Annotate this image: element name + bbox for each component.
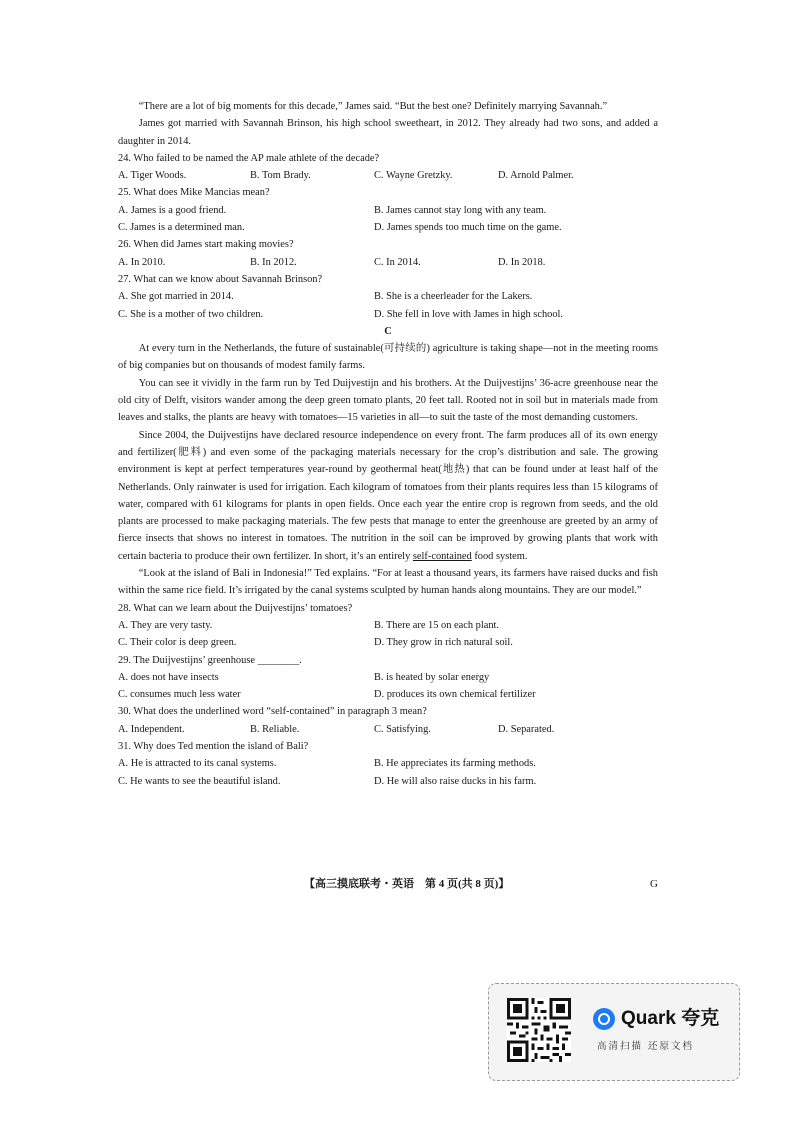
- option-b: B. Tom Brady.: [250, 170, 311, 182]
- paragraph-text: Since 2004, the Duijvestijns have declared resource independence on every front. The farm produces all of its own energy and fertilizer(肥料) and even some of the packaging materials necessary for the crop’s distribution and sale. The growing environment is kept at perfect temperatures year-round by geothermal heat(地热) that can be found under at least half of the Netherlands. Only rainwater is used for irrigation. Each kilogram of tomatoes from their plants requires less than 15 kilograms of water, compared with 61 kilograms for plants in open fields. Once each year the entire crop is regrown from seeds, and the old plants are processed to make packaging materials. The few pests that manage to enter the greenhouse are greeted by an army of fierce insects that shows no interest in tomatoes. The nutrition in the soil can be improved by growing plants that work with certain bacteria to produce their own fertilizer. In short, it’s an entirely: [118, 429, 658, 562]
- question-25-options-row2: [118, 219, 658, 236]
- exam-page: [118, 98, 658, 790]
- qr-code-icon: [507, 998, 571, 1062]
- quark-logo-icon: [593, 1008, 615, 1030]
- option-d: D. Arnold Palmer.: [498, 170, 574, 182]
- option-b: B. She is a cheerleader for the Lakers.: [374, 291, 533, 303]
- question-29-options-row1: [118, 669, 658, 686]
- option-c: C. consumes much less water: [118, 689, 241, 701]
- option-a: A. He is attracted to its canal systems.: [118, 758, 277, 770]
- question-31-stem: 31. Why does Ted mention the island of Bali?: [118, 740, 309, 752]
- option-c: C. Their color is deep green.: [118, 637, 237, 649]
- option-b: B. Reliable.: [250, 723, 300, 735]
- passage-c-paragraph-4: “Look at the island of Bali in Indonesia!” Ted explains. “For at least a thousand years, its farmers have raised ducks and fish within the same rice field. It’s irrigated by the canal systems sculpted by human hands along mountains. They are our model.”: [118, 568, 658, 597]
- question-28-stem: 28. What can we learn about the Duijvestijns’ tomatoes?: [118, 602, 353, 614]
- option-c: C. Wayne Gretzky.: [374, 170, 453, 182]
- question-30-stem: 30. What does the underlined word “self-contained” in paragraph 3 mean?: [118, 706, 427, 718]
- option-b: B. There are 15 on each plant.: [374, 619, 500, 631]
- quark-watermark: [488, 983, 740, 1081]
- question-24-stem: 24. Who failed to be named the AP male athlete of the decade?: [118, 152, 380, 164]
- option-a: A. does not have insects: [118, 671, 219, 683]
- option-d: D. James spends too much time on the game.: [374, 222, 562, 234]
- option-b: B. James cannot stay long with any team.: [374, 204, 547, 216]
- option-b: B. In 2012.: [250, 256, 297, 268]
- paper-code: G: [650, 878, 658, 890]
- question-27-stem: 27. What can we know about Savannah Brinson?: [118, 273, 323, 285]
- option-d: D. Separated.: [498, 723, 555, 735]
- option-d: D. produces its own chemical fertilizer: [374, 689, 536, 701]
- option-c: C. In 2014.: [374, 256, 421, 268]
- paragraph: “There are a lot of big moments for this decade,” James said. “But the best one? Definitely marrying Savannah.”: [138, 101, 608, 112]
- passage-c-paragraph-2: You can see it vividly in the farm run by Ted Duijvestijn and his brothers. At the Duijvestijns’ 36-acre greenhouse near the old city of Delft, visitors wander among the deep green tomato plants, 20 feet tall. Rooted not in soil but in materials made from leaves and stalks, the plants are heavy with tomatoes—15 varieties in all—to suit the taste of the most demanding customers.: [118, 377, 658, 424]
- option-b: B. is heated by solar energy: [374, 671, 490, 683]
- option-a: A. In 2010.: [118, 256, 166, 268]
- footer-title: 【高三摸底联考・英语 第 4 页(共 8 页)】: [304, 878, 510, 890]
- question-28-options-row2: [118, 634, 658, 651]
- question-30-options: [118, 721, 658, 738]
- section-heading-c: C: [384, 325, 392, 337]
- option-c: C. Satisfying.: [374, 723, 431, 735]
- option-a: A. Independent.: [118, 723, 185, 735]
- question-31-options-row1: [118, 755, 658, 772]
- question-24-options: [118, 167, 658, 184]
- question-27-options-row1: [118, 288, 658, 305]
- question-26-stem: 26. When did James start making movies?: [118, 239, 294, 251]
- paragraph-text: food system.: [471, 550, 528, 562]
- question-31-options-row2: [118, 773, 658, 790]
- underlined-word: self-contained: [412, 550, 472, 562]
- option-a: A. James is a good friend.: [118, 204, 227, 216]
- question-28-options-row1: [118, 617, 658, 634]
- passage-c-paragraph-3: [118, 427, 658, 565]
- question-29-stem: 29. The Duijvestijns’ greenhouse ________.: [118, 654, 302, 666]
- option-a: A. They are very tasty.: [118, 619, 213, 631]
- option-b: B. He appreciates its farming methods.: [374, 758, 536, 770]
- brand-tagline: 高清扫描 还原文档: [597, 1041, 695, 1052]
- paragraph: James got married with Savannah Brinson, his high school sweetheart, in 2012. They already had two sons, and added a daughter in 2014.: [118, 118, 658, 147]
- question-25-options-row1: [118, 202, 658, 219]
- brand-name: Quark 夸克: [621, 1008, 720, 1030]
- option-c: C. James is a determined man.: [118, 222, 245, 234]
- option-d: D. In 2018.: [498, 256, 546, 268]
- passage-c-paragraph-1: At every turn in the Netherlands, the future of sustainable(可持续的) agriculture is taking shape—not in the meeting rooms of big companies but on thousands of modest family farms.: [118, 343, 658, 372]
- question-26-options: [118, 254, 658, 271]
- option-a: A. Tiger Woods.: [118, 170, 187, 182]
- option-d: D. She fell in love with James in high school.: [374, 308, 564, 320]
- question-25-stem: 25. What does Mike Mancias mean?: [118, 187, 270, 199]
- option-c: C. She is a mother of two children.: [118, 308, 264, 320]
- question-27-options-row2: [118, 306, 658, 323]
- option-d: D. He will also raise ducks in his farm.: [374, 775, 537, 787]
- option-a: A. She got married in 2014.: [118, 291, 234, 303]
- option-c: C. He wants to see the beautiful island.: [118, 775, 281, 787]
- question-29-options-row2: [118, 686, 658, 703]
- quark-brand: [593, 1008, 719, 1030]
- page-footer: [0, 876, 800, 894]
- option-d: D. They grow in rich natural soil.: [374, 637, 513, 649]
